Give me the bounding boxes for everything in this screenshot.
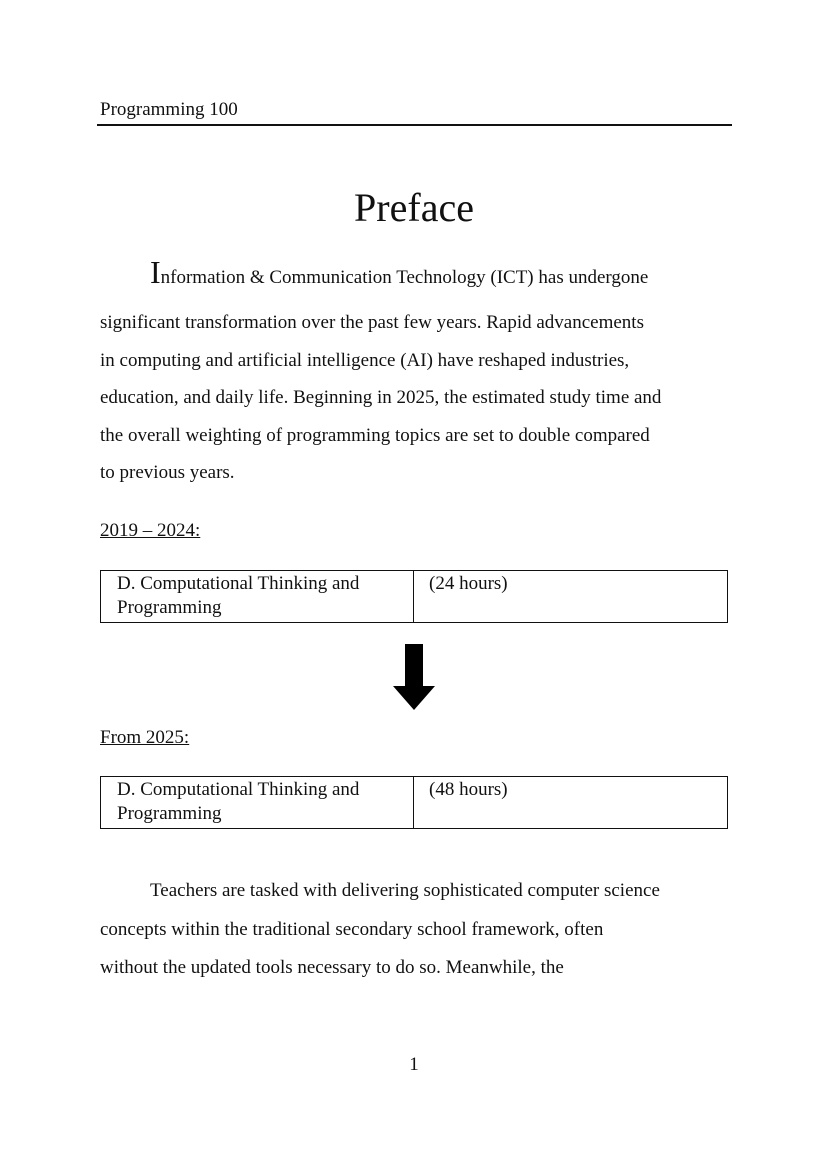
topic-line: D. Computational Thinking and (117, 779, 360, 800)
down-arrow-icon (393, 644, 435, 710)
intro-first-line (150, 252, 648, 298)
intro-first-line-text: nformation & Communication Technology (ICT) has undergone (160, 267, 649, 288)
page-number: 1 (409, 1054, 419, 1075)
page-title: Preface (354, 185, 474, 230)
topic-cell (101, 777, 414, 828)
hours-table-after (100, 776, 728, 829)
closing-line: without the updated tools necessary to do so. Meanwhile, the (100, 957, 564, 978)
dropcap-letter: I (150, 254, 161, 290)
closing-line: Teachers are tasked with delivering sophisticated computer science (150, 880, 660, 901)
intro-line: in computing and artificial intelligence (AI) have reshaped industries, (100, 350, 630, 371)
closing-line: concepts within the traditional secondary school framework, often (100, 919, 604, 940)
intro-line: to previous years. (100, 462, 235, 483)
running-header-title: Programming 100 (100, 99, 238, 120)
period-label-before: 2019 – 2024: (100, 520, 201, 541)
running-header (97, 99, 732, 126)
hours-cell: (24 hours) (429, 573, 508, 594)
topic-line: Programming (117, 803, 222, 824)
topic-line: D. Computational Thinking and (117, 573, 360, 594)
topic-cell (101, 571, 414, 622)
hours-cell: (48 hours) (429, 779, 508, 800)
intro-line: the overall weighting of programming topics are set to double compared (100, 425, 650, 446)
hours-table-before (100, 570, 728, 623)
intro-line: significant transformation over the past few years. Rapid advancements (100, 312, 644, 333)
intro-line: education, and daily life. Beginning in 2025, the estimated study time and (100, 387, 662, 408)
topic-line: Programming (117, 597, 222, 618)
period-label-after: From 2025: (100, 727, 190, 748)
